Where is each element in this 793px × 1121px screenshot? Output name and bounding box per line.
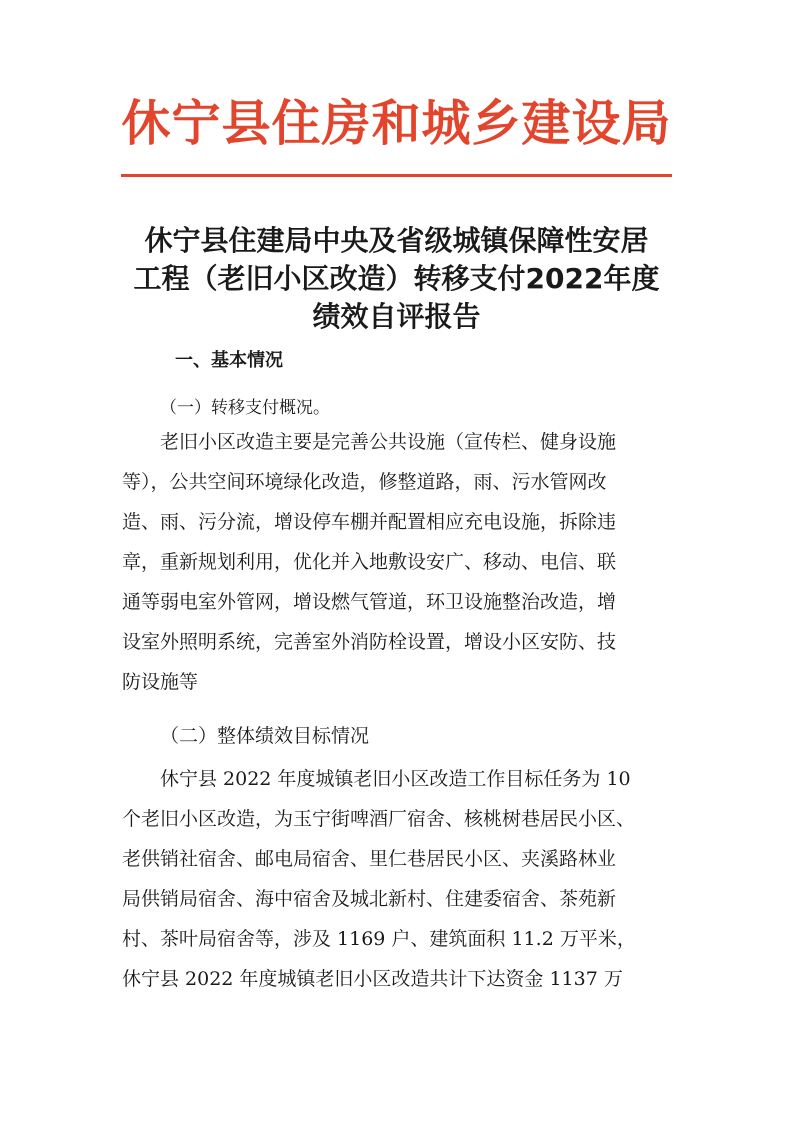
paragraph-line: 老供销社宿舍、邮电局宿舍、里仁巷居民小区、夹溪路林业 (122, 848, 617, 870)
paragraph-line: 局供销局宿舍、海中宿舍及城北新村、住建委宿舍、茶苑新 (122, 888, 617, 910)
paragraph-line: 设室外照明系统，完善室外消防栓设置，增设小区安防、技 (122, 631, 617, 653)
paragraph-performance-goals (122, 759, 670, 999)
paragraph-line: 村、茶叶局宿舍等，涉及 1169 户、建筑面积 11.2 万平米， (122, 928, 636, 950)
paragraph-line: 休宁县 2022 年度城镇老旧小区改造共计下达资金 1137 万 (122, 968, 623, 990)
section-heading-basic-info: 一、基本情况 (175, 350, 283, 371)
paragraph-line: 通等弱电室外管网，增设燃气管道，环卫设施整治改造，增 (122, 591, 617, 613)
paragraph-line: 休宁县 2022 年度城镇老旧小区改造工作目标任务为 10 (122, 768, 631, 790)
paragraph-line: 老旧小区改造主要是完善公共设施（宣传栏、健身设施 (122, 431, 617, 453)
title-line: 工程（老旧小区改造）转移支付2022年度 (133, 262, 660, 295)
paragraph-renovation-scope (122, 422, 670, 702)
letterhead-divider (121, 174, 672, 177)
paragraph-line: 章，重新规划利用，优化并入地敷设安广、移动、电信、联 (122, 551, 617, 573)
title-line: 绩效自评报告 (312, 300, 481, 333)
title-line: 休宁县住建局中央及省级城镇保障性安居 (144, 224, 649, 257)
paragraph-line: 等），公共空间环境绿化改造，修整道路，雨、污水管网改 (122, 471, 607, 493)
paragraph-line: 造、雨、污分流，增设停车棚并配置相应充电设施，拆除违 (122, 511, 617, 533)
paragraph-line: 防设施等 (122, 671, 199, 693)
subsection-heading-transfer-overview: （一）转移支付概况。 (160, 398, 330, 418)
paragraph-line: 个老旧小区改造，为玉宁街啤酒厂宿舍、核桃树巷居民小区、 (122, 808, 636, 830)
letterhead-org-name: 休宁县住房和城乡建设局 (121, 95, 672, 152)
document-title (100, 222, 693, 336)
subsection-heading-performance-goals: （二）整体绩效目标情况 (160, 725, 370, 747)
